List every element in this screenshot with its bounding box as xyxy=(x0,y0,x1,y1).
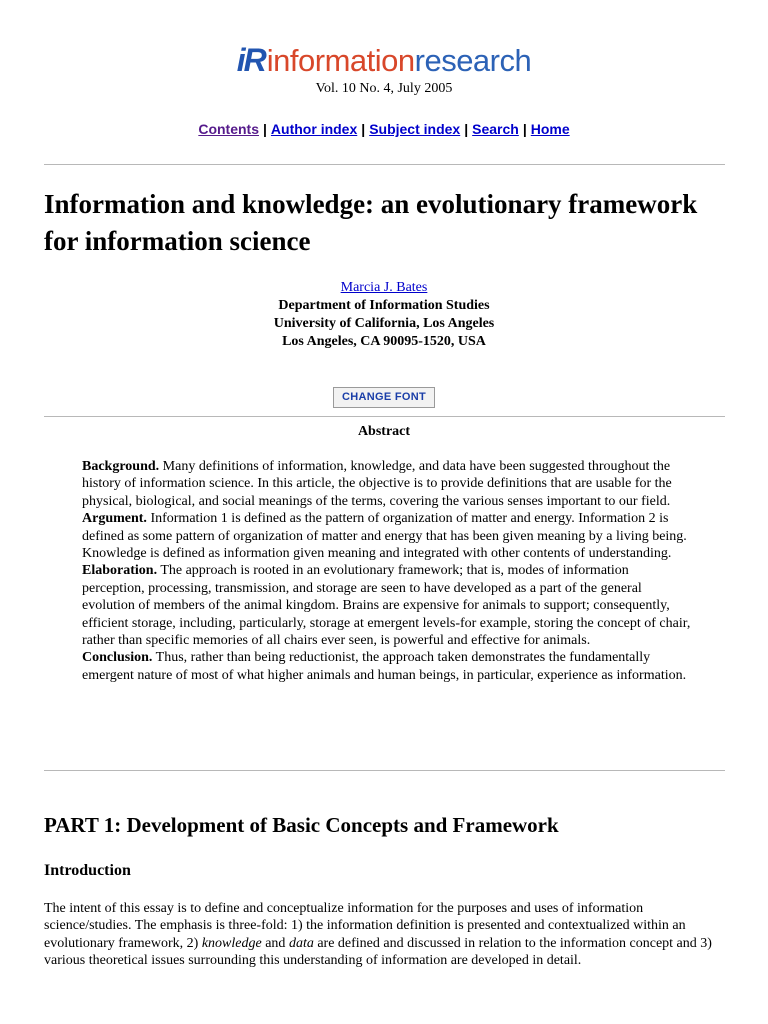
issue-info: Vol. 10 No. 4, July 2005 xyxy=(315,81,453,96)
divider xyxy=(44,416,725,417)
divider xyxy=(44,770,725,771)
nav-subject-index-link[interactable]: Subject index xyxy=(369,121,461,137)
nav-separator: | xyxy=(464,121,469,137)
masthead xyxy=(0,44,768,97)
affiliation-department: Department of Information Studies xyxy=(278,298,490,313)
nav-home-link[interactable]: Home xyxy=(530,121,570,137)
article-title: Information and knowledge: an evolutionary framework for information science xyxy=(44,189,698,256)
logo-word-information: information xyxy=(266,43,415,78)
logo-mark: iR xyxy=(236,42,265,78)
abstract-label: Conclusion. xyxy=(82,650,153,666)
nav-separator: | xyxy=(263,121,267,137)
author-block xyxy=(0,279,768,351)
nav-author-index-link[interactable]: Author index xyxy=(270,121,358,137)
abstract-text: Information 1 is defined as the pattern of organization of matter and energy. Information 2 is defined as some pattern of organization of matter and energy that has been given meaning by a living being. Knowledge is defined as information given meaning and integrated with other contents of understanding. xyxy=(82,511,687,562)
intro-text-part: are defined and discussed in relation to the information concept and 3) various theoretical issues surrounding this understanding of information are developed in detail. xyxy=(44,935,712,969)
nav-separator: | xyxy=(522,121,527,137)
introduction-paragraph xyxy=(44,900,729,970)
abstract-elaboration xyxy=(82,562,692,649)
nav-contents-link[interactable]: Contents xyxy=(198,121,259,137)
author-name-link[interactable]: Marcia J. Bates xyxy=(340,280,428,295)
intro-text-part: and xyxy=(261,935,289,951)
abstract-background xyxy=(82,458,692,510)
abstract-body xyxy=(82,458,692,684)
journal-logo[interactable] xyxy=(237,44,531,76)
intro-emphasis-knowledge: knowledge xyxy=(201,935,262,951)
intro-emphasis-data: data xyxy=(288,935,314,951)
affiliation-address: Los Angeles, CA 90095-1520, USA xyxy=(282,334,486,349)
affiliation-university: University of California, Los Angeles xyxy=(273,316,495,331)
abstract-text: Thus, rather than being reductionist, the approach taken demonstrates the fundamentally emergent nature of most of what higher animals and human beings, in particular, experience as information. xyxy=(82,650,687,683)
abstract-heading: Abstract xyxy=(357,424,411,439)
divider xyxy=(44,164,725,165)
abstract-argument xyxy=(82,510,692,562)
logo-word-research: research xyxy=(414,43,532,78)
introduction-heading: Introduction xyxy=(44,862,131,879)
abstract-text: The approach is rooted in an evolutionary framework; that is, modes of information perception, processing, transmission, and storage are seen to have developed as a part of the general evolution of members of the animal kingdom. Brains are expensive for animals to support; consequently, efficient storage, including, particularly, storage at emergent levels-for example, storing the concept of chair, rather than specific memories of all chairs ever seen, is powerful and effective for animals. xyxy=(82,563,691,649)
nav-separator: | xyxy=(361,121,366,137)
change-font-button[interactable]: CHANGE FONT xyxy=(333,387,435,408)
intro-text-part: The intent of this essay is to define and conceptualize information for the purposes and uses of information science/studies. The emphasis is three-fold: 1) the information definition is presented and contextualized within an evolutionary framework, 2) xyxy=(44,901,686,951)
abstract-conclusion xyxy=(82,649,692,684)
part1-heading: PART 1: Development of Basic Concepts and Framework xyxy=(44,813,559,837)
abstract-label: Background. xyxy=(82,459,160,474)
top-nav xyxy=(0,121,768,137)
abstract-text: Many definitions of information, knowledge, and data have been suggested throughout the history of information science. In this article, the objective is to provide definitions that are usable for the physical, biological, and social meanings of the terms, covering the various senses important to our field. xyxy=(82,459,672,509)
abstract-label: Elaboration. xyxy=(82,563,158,579)
nav-search-link[interactable]: Search xyxy=(472,121,519,137)
abstract-label: Argument. xyxy=(82,511,147,527)
